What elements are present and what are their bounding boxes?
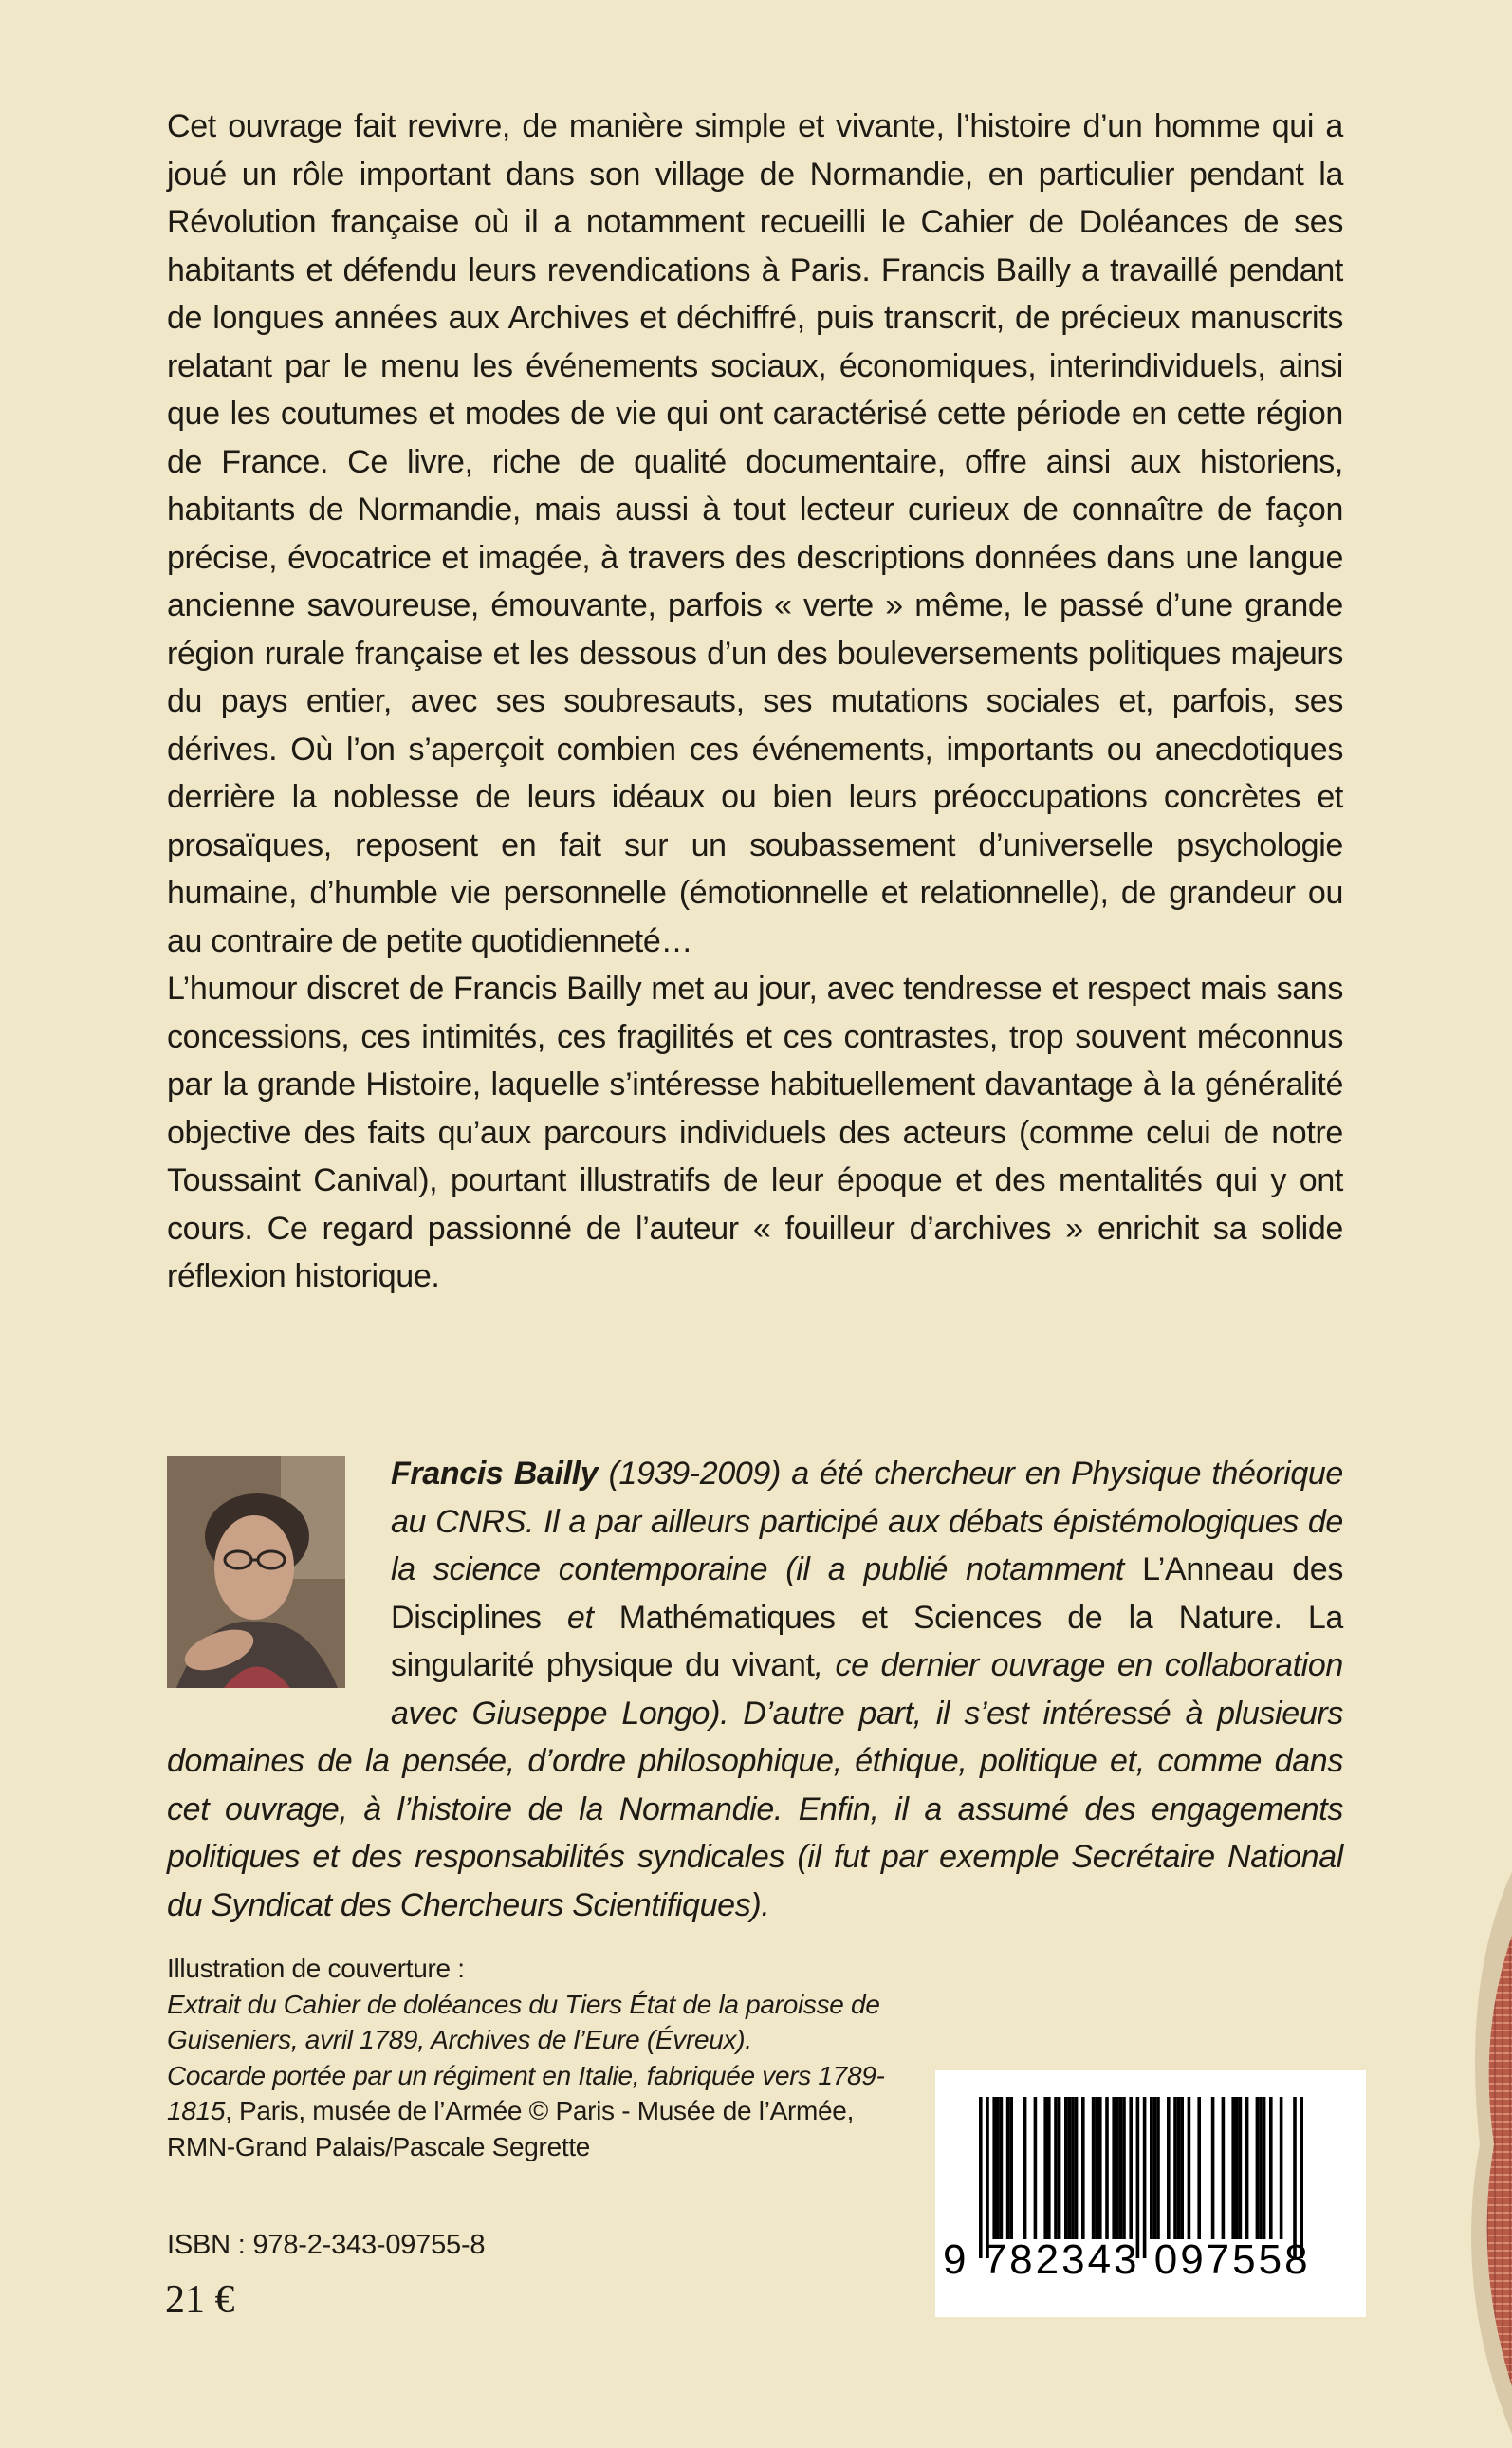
- barcode-bar: [1235, 2097, 1239, 2239]
- credits-heading: Illustration de couverture :: [167, 1954, 465, 1983]
- barcode-bar: [1256, 2097, 1260, 2239]
- barcode-bar: [1043, 2097, 1047, 2239]
- barcode-bar: [1143, 2097, 1147, 2258]
- bio-text-1: (1939-2009) a été chercheur en Physique théorique au CNRS. Il a par ailleurs participé aux débats épistémologiques de la science contemporaine (il a publié notamment: [391, 1456, 1343, 1587]
- barcode-bar: [1071, 2097, 1075, 2239]
- bio-text-2: et: [541, 1599, 619, 1636]
- isbn: ISBN : 978-2-343-09755-8: [167, 2230, 486, 2260]
- credits-line-2-rest: , Paris, musée de l’Armée © Paris - Musée de l’Armée, RMN-Grand Palais/Pascale Segrette: [167, 2096, 855, 2161]
- barcode-bar: [1000, 2097, 1004, 2239]
- barcode-bar: [1211, 2097, 1215, 2239]
- barcode-bar: [1167, 2097, 1171, 2239]
- barcode-bar: [1092, 2097, 1096, 2239]
- barcode-bar: [1300, 2097, 1303, 2258]
- barcode-bar: [1068, 2097, 1072, 2239]
- cockade-image: [1423, 1860, 1512, 2448]
- barcode-bar: [1245, 2097, 1249, 2239]
- barcode-bar: [1023, 2097, 1027, 2239]
- barcode-bar: [1293, 2097, 1297, 2258]
- author-bio: [167, 1450, 1343, 1929]
- barcode-bar: [1009, 2097, 1013, 2239]
- barcode-bar: [1129, 2097, 1133, 2239]
- barcode-bar: [1006, 2097, 1010, 2239]
- book-title-1: L’Anneau des Disciplines: [391, 1551, 1343, 1636]
- barcode-bar: [1180, 2097, 1184, 2239]
- barcode-bar: [986, 2097, 989, 2258]
- barcode-bar: [1112, 2097, 1116, 2239]
- credits-line-1: Extrait du Cahier de doléances du Tiers État de la paroisse de Guiseniers, avril 1789, Archives de l’Eure (Évreux).: [167, 1989, 880, 2054]
- barcode-digits: 9 782343 097558: [943, 2236, 1311, 2283]
- barcode: [935, 2070, 1366, 2317]
- barcode-bar: [1075, 2097, 1079, 2239]
- barcode-bar: [1231, 2097, 1235, 2239]
- barcode-bar: [1105, 2097, 1109, 2239]
- barcode-bar: [1034, 2097, 1038, 2239]
- barcode-bar: [1098, 2097, 1102, 2239]
- price: 21 €: [165, 2278, 235, 2322]
- barcode-bar: [1153, 2097, 1157, 2239]
- barcode-bar: [1269, 2097, 1273, 2239]
- barcode-bar: [1064, 2097, 1068, 2239]
- blurb-paragraph-2: L’humour discret de Francis Bailly met au jour, avec tendresse et respect mais sans concessions, ces intimités, ces fragilités et ces contrastes, trop souvent méconnus par la grande Histoire, laquelle s’intéresse habituellement davantage à la généralité objective des faits qu’aux parcours individuels des acteurs (comme celui de notre Toussaint Canival), pourtant illustratifs de leur époque et des mentalités qui y ont cours. Ce regard passionné de l’auteur « fouilleur d’archives » enrichit sa solide réflexion historique.: [167, 971, 1343, 1294]
- book-title-2: Mathématiques et Sciences de la Nature. La singularité physique du vivant: [391, 1599, 1343, 1683]
- blurb: [167, 102, 1343, 1301]
- barcode-bar: [1173, 2097, 1177, 2239]
- author-name: Francis Bailly: [391, 1456, 599, 1492]
- barcode-bar: [1081, 2097, 1085, 2239]
- cover-credits: [167, 1951, 888, 2164]
- barcode-bar: [992, 2097, 996, 2239]
- barcode-bar: [1122, 2097, 1126, 2239]
- barcode-bar: [1095, 2097, 1098, 2239]
- barcode-bar: [1222, 2097, 1226, 2239]
- barcode-bar: [1188, 2097, 1191, 2239]
- barcode-bar: [1263, 2097, 1266, 2239]
- barcode-bar: [1119, 2097, 1123, 2239]
- barcode-bar: [1058, 2097, 1061, 2239]
- bio-text-3: , ce dernier ouvrage en collaboration avec Giuseppe Longo). D’autre part, il s’est intéressé à plusieurs domaines de la pensée, d’ordre philosophique, éthique, politique et, comme dans cet ouvrage, à l’histoire de la Normandie. Enfin, il a assumé des engagements politiques et des responsabilités syndicales (il fut par exemple Secrétaire National du Syndicat des Chercheurs Scientifiques).: [167, 1647, 1343, 1923]
- barcode-bar: [1197, 2097, 1201, 2239]
- portrait-image: [167, 1456, 345, 1688]
- barcode-bar: [1280, 2097, 1283, 2239]
- blurb-paragraph-1: Cet ouvrage fait revivre, de manière simple et vivante, l’histoire d’un homme qui a joué un rôle important dans son village de Normandie, en particulier pendant la Révolution française où il a notamment recueilli le Cahier de Doléances de ses habitants et défendu leurs revendications à Paris. Francis Bailly a travaillé pendant de longues années aux Archives et déchiffré, puis transcrit, de précieux manuscrits relatant par le menu les événements sociaux, économiques, interindividuels, ainsi que les coutumes et modes de vie qui ont caractérisé cette période en cette région de France. Ce livre, riche de qualité documentaire, offre ainsi aux historiens, habitants de Normandie, mais aussi à tout lecteur curieux de connaître de façon précise, évocatrice et imagée, à travers des descriptions données dans une langue ancienne savoureuse, émouvante, parfois « verte » même, le passé d’une grande région rurale française et les dessous d’un des bouleversements politiques majeurs du pays entier, avec ses soubresauts, ses mutations sociales et, parfois, ses dérives. Où l’on s’aperçoit combien ces événements, importants ou anecdotiques derrière la noblesse de leurs idéaux ou bien leurs préoccupations concrètes et prosaïques, reposent en fait sur un soubassement d’universelle psychologie humaine, d’humble vie personnelle (émotionnelle et relationnelle), de grandeur ou au contraire de petite quotidienneté…: [167, 108, 1343, 959]
- barcode-bar: [1239, 2097, 1243, 2239]
- credits-line-2-italic: Cocarde portée par un régiment en Italie, fabriquée vers 1789-1815: [167, 2060, 885, 2125]
- barcode-bar: [1116, 2097, 1119, 2239]
- barcode-bar: [1177, 2097, 1181, 2239]
- barcode-bar: [1150, 2097, 1153, 2239]
- barcode-bar: [979, 2097, 983, 2258]
- barcode-bar: [1047, 2097, 1051, 2239]
- barcode-bar: [1054, 2097, 1058, 2239]
- barcode-bar: [996, 2097, 1000, 2239]
- barcode-bar: [1136, 2097, 1140, 2258]
- barcode-bar: [1259, 2097, 1263, 2239]
- author-portrait: [167, 1456, 345, 1688]
- barcode-bar: [1156, 2097, 1160, 2239]
